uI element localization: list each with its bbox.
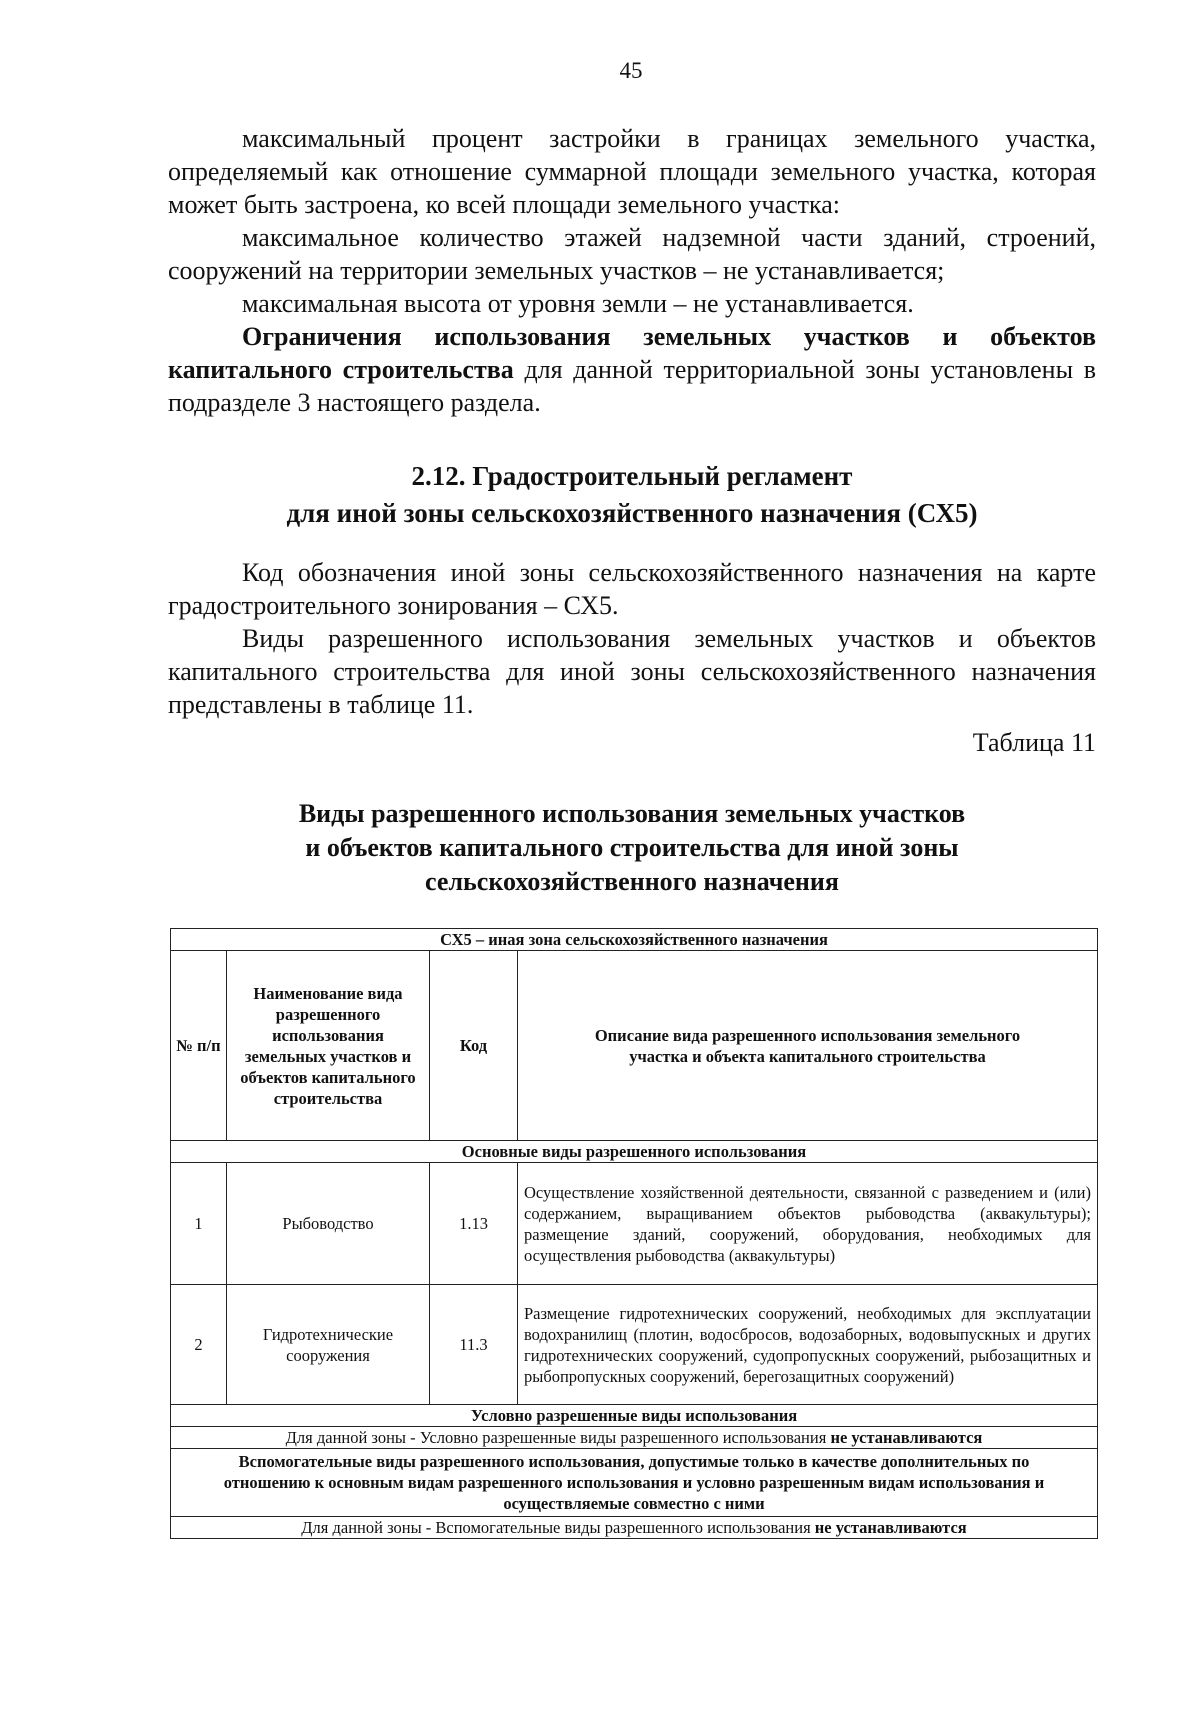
zone-title-cell: СХ5 – иная зона сельскохозяйственного назначения	[171, 929, 1098, 951]
group-auxiliary-cell: Вспомогательные виды разрешенного использования, допустимые только в качестве дополнительных по отношению к основным видам разрешенного использования и условно разрешенным видам использования и осуществляемые совместно с ними	[171, 1449, 1098, 1517]
group-row-main	[171, 1141, 1098, 1163]
header-num: № п/п	[171, 951, 227, 1141]
table-title-line1: Виды разрешенного использования земельных участков	[298, 799, 966, 828]
group-conditional-cell: Условно разрешенные виды использования	[171, 1405, 1098, 1427]
auxiliary-note-row	[171, 1517, 1098, 1539]
section-heading-line2: для иной зоны сельскохозяйственного назначения (СХ5)	[286, 498, 978, 528]
table-title	[168, 797, 1096, 899]
conditional-note-text: Для данной зоны - Условно разрешенные виды разрешенного использования	[285, 1428, 831, 1447]
row-num: 1	[171, 1163, 227, 1285]
section-heading-line1: 2.12. Градостроительный регламент	[411, 461, 853, 491]
paragraph-max-floors: максимальное количество этажей надземной части зданий, строений, сооружений на территории земельных участков – не устанавливается;	[168, 223, 1096, 285]
row-description: Осуществление хозяйственной деятельности, связанной с разведением и (или) содержанием, выращиванием объектов рыбоводства (аквакультуры); размещение зданий, сооружений, оборудования, необходимых для осуществления рыбоводства (аквакультуры)	[518, 1163, 1098, 1285]
header-code: Код	[430, 951, 518, 1141]
row-code: 1.13	[430, 1163, 518, 1285]
conditional-note-row	[171, 1427, 1098, 1449]
paragraph-max-height: максимальная высота от уровня земли – не устанавливается.	[242, 289, 914, 318]
row-description: Размещение гидротехнических сооружений, необходимых для эксплуатации водохранилищ (плотин, водосбросов, водозаборных, водовыпускных и других гидротехнических сооружений, судопропускных сооружений, рыбозащитных и рыбопропускных сооружений, берегозащитных сооружений)	[518, 1285, 1098, 1405]
paragraph-max-percent: максимальный процент застройки в границах земельного участка, определяемый как отношение суммарной площади земельного участка, которая может быть застроена, ко всей площади земельного участка:	[168, 124, 1096, 219]
auxiliary-note-cell	[171, 1517, 1098, 1539]
table-row	[171, 1285, 1098, 1405]
section-text	[168, 556, 1096, 721]
paragraph-table-reference: Виды разрешенного использования земельных участков и объектов капитального строительства для иной зоны сельскохозяйственного назначения представлены в таблице 11.	[168, 624, 1096, 719]
paragraph-restrictions	[168, 320, 1096, 419]
section-heading	[168, 458, 1096, 532]
paragraph-zone-code: Код обозначения иной зоны сельскохозяйственного назначения на карте градостроительного зонирования – СХ5.	[168, 558, 1096, 620]
row-num: 2	[171, 1285, 227, 1405]
header-name: Наименование вида разрешенного использования земельных участков и объектов капитального строительства	[227, 951, 430, 1141]
conditional-note-bold: не устанавливаются	[830, 1428, 983, 1447]
auxiliary-note-bold: не устанавливаются	[814, 1518, 967, 1537]
row-code: 11.3	[430, 1285, 518, 1405]
regulation-table	[170, 928, 1098, 1539]
conditional-note-cell	[171, 1427, 1098, 1449]
row-name: Гидротехнические сооружения	[227, 1285, 430, 1405]
row-name: Рыбоводство	[227, 1163, 430, 1285]
intro-text	[168, 122, 1096, 419]
header-description: Описание вида разрешенного использования земельного участка и объекта капитального строительства	[518, 951, 1098, 1141]
table-title-line2: и объектов капитального строительства для иной зоны	[305, 833, 959, 862]
restrictions-bold: Ограничения использования земельных участков и объектов капитального строительства	[168, 322, 1096, 384]
table-caption: Таблица 11	[972, 728, 1096, 757]
group-row-conditional	[171, 1405, 1098, 1427]
restrictions-rest: для данной территориальной зоны установлены в подразделе 3 настоящего раздела.	[168, 355, 1096, 417]
table-zone-row	[171, 929, 1098, 951]
table-title-line3: сельскохозяйственного назначения	[425, 867, 839, 896]
table-row	[171, 1163, 1098, 1285]
auxiliary-note-text: Для данной зоны - Вспомогательные виды разрешенного использования	[301, 1518, 815, 1537]
group-row-auxiliary	[171, 1449, 1098, 1517]
group-main-cell: Основные виды разрешенного использования	[171, 1141, 1098, 1163]
table-header-row	[171, 951, 1098, 1141]
page-number: 45	[619, 58, 643, 83]
